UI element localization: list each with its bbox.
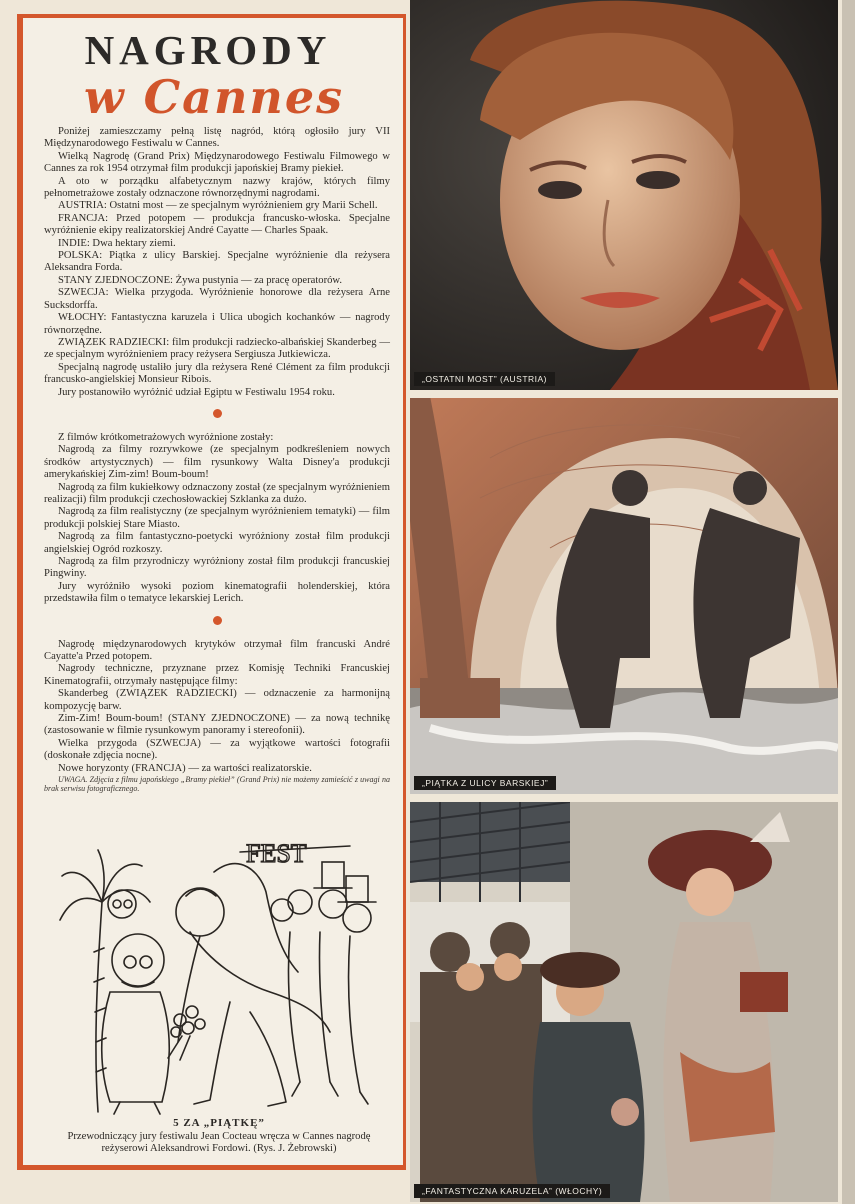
portrait-image [410, 0, 838, 390]
paragraph: Z filmów krótkometrażowych wyróżnione zostały: [58, 431, 274, 443]
paragraph: SZWECJA: Wielka przygoda. Wyróżnienie honorowe dla reżysera Arne Sucksdorffa. [44, 287, 390, 311]
paragraph: Zim-Zim! Boum-boum! (STANY ZJEDNOCZONE) — za nową technikę (zastosowanie w filmie rysunkowym panoramy i stereofonii). [44, 713, 390, 737]
paragraph: FRANCJA: Przed potopem — produkcja francusko-włoska. Specjalne wyróżnienie ekipy realizatorskiej André Cayatte — Charles Spaak. [44, 212, 390, 237]
paragraph: POLSKA: Piątka z ulicy Barskiej. Specjalne wyróżnienie dla reżysera Aleksandra Forda. [44, 250, 390, 274]
paragraph: Poniżej zamieszczamy pełną listę nagród, którą ogłosiło jury VII Międzynarodowego Festiwalu w Cannes. [44, 126, 390, 150]
paragraph: Nagrodę międzynarodowych krytyków otrzymał film francuski André Cayatte'a Przed potopem. [44, 638, 390, 663]
paragraph: Nowe horyzonty (FRANCJA) — za wartości realizatorskie. [58, 762, 312, 774]
paragraph: INDIE: Dwa hektary ziemi. [58, 237, 176, 249]
paragraph: Skanderbeg (ZWIĄZEK RADZIECKI) — odznaczenie za harmonijną kompozycję barw. [44, 688, 390, 712]
paragraph: STANY ZJEDNOCZONE: Żywa pustynia — za pracę operatorów. [58, 274, 343, 286]
photo-caption: „OSTATNI MOST” (AUSTRIA) [414, 372, 555, 386]
article-body [44, 126, 390, 794]
carousel-image [410, 802, 838, 1202]
photo-piatka-z-ulicy-barskiej [410, 398, 838, 794]
paragraph: ZWIĄZEK RADZIECKI: film produkcji radziecko-albańskiej Skanderbeg — ze specjalnym wyróżnieniem pracy reżysera Sergiusza Jutkiewicza. [44, 336, 390, 361]
cartoon-caption-title: 5 ZA „PIĄTKĘ” [173, 1117, 265, 1129]
cartoon-caption: Przewodniczący jury festiwalu Jean Cocteau wręcza w Cannes nagrodę reżyserowi Aleksandrowi Fordowi. (Rys. J. Żebrowski) [67, 1131, 371, 1155]
paragraph: Nagrody techniczne, przyznane przez Komisję Techniki Francuskiej Kinematografii, otrzymały następujące filmy: [44, 663, 390, 687]
paragraph: WŁOCHY: Fantastyczna karuzela i Ulica ubogich kochanków — nagrody równorzędne. [44, 312, 390, 336]
paragraph: AUSTRIA: Ostatni most — ze specjalnym wyróżnieniem gry Marii Schell. [58, 200, 378, 212]
article-subtitle: w Cannes [83, 70, 345, 124]
paragraph: Nagrodą za film fantastyczno-poetycki wyróżniony został film produkcji angielskiej Ogród rozkoszy. [44, 531, 390, 555]
section-divider-dot [213, 409, 222, 418]
photo-ostatni-most [410, 0, 838, 390]
paragraph: Nagrodą za film przyrodniczy wyróżniony został film produkcji francuskiej Pingwiny. [44, 556, 390, 580]
paragraph: Jury postanowiło wyróżnić udział Egiptu w Festiwalu 1954 roku. [58, 386, 335, 398]
photo-caption: „FANTASTYCZNA KARUZELA” (WŁOCHY) [414, 1184, 610, 1198]
cartoon-drawing [50, 832, 380, 1117]
paragraph: Nagrodą za film realistyczny (ze specjalnym wyróżnieniem tematyki) — film produkcji polskiej Stare Miasto. [44, 506, 390, 530]
paragraph: Nagrodą za filmy rozrywkowe (ze specjalnym podkreśleniem nowych środków artystycznych) — film rysunkowy Walta Disney'a produkcji amerykańskiej Zim-zim! Boum-boum! [44, 444, 390, 481]
paragraph: Jury wyróżniło wysoki poziom kinematografii holenderskiej, która przedstawiła film o tematyce lekarskiej Lerich. [44, 580, 390, 605]
paragraph: Wielka przygoda (SZWECJA) — za wyjątkowe wartości fotografii (doskonałe zdjęcia nocne). [44, 737, 390, 762]
paragraph: Specjalną nagrodę ustaliło jury dla reżysera René Clément za film produkcji francusko-angielskiej Monsieur Ribois. [44, 361, 390, 386]
photo-fantastyczna-karuzela [410, 802, 838, 1202]
page-edge [842, 0, 855, 1204]
tunnel-image [410, 398, 838, 794]
cartoon-sign-text: FEST [246, 839, 307, 868]
editorial-note: UWAGA. Zdjęcia z filmu japońskiego „Bramy piekieł” (Grand Prix) nie możemy zamieścić z uwagi na brak serwisu fotograficznego. [44, 775, 390, 794]
section-divider-dot [213, 616, 222, 625]
paragraph: A oto w porządku alfabetycznym nazwy krajów, których filmy pełnometrażowe zostały odznaczone równorzędnymi nagrodami. [44, 175, 390, 200]
paragraph: Nagrodą za film kukiełkowy odznaczony został (ze specjalnym wyróżnieniem realizacji) film produkcji czechosłowackiej Szklanka za dużo. [44, 481, 390, 505]
paragraph: Wielką Nagrodę (Grand Prix) Międzynarodowego Festiwalu Filmowego w Cannes za rok 1954 otrzymał film produkcji japońskiej Bramy piekieł. [44, 150, 390, 175]
photo-caption: „PIĄTKA Z ULICY BARSKIEJ” [414, 776, 556, 790]
article-title: NAGRODY [84, 27, 332, 73]
cartoon-illustration [50, 832, 380, 1117]
